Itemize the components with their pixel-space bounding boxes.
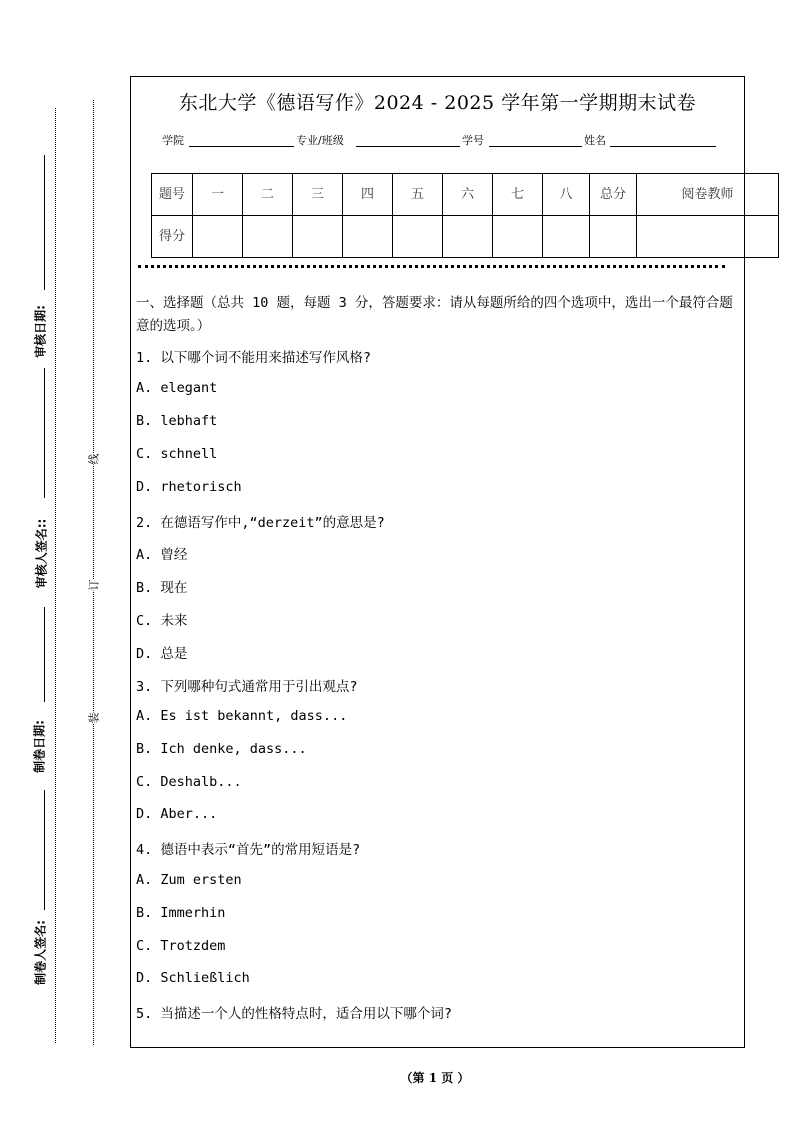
review-date-label: 审核日期: (33, 305, 48, 358)
score-cell[interactable] (343, 216, 393, 258)
dotted-separator (138, 265, 725, 268)
question-1-option-d: D. rhetorisch (136, 479, 242, 495)
question-2-option-b: B. 现在 (136, 580, 188, 596)
question-3-option-a: A. Es ist bekannt, dass... (136, 708, 348, 724)
page-number: （第 1 页 ） (400, 1071, 470, 1085)
score-cell[interactable] (243, 216, 293, 258)
college-label: 学院 (162, 134, 184, 147)
question-2-stem: 2. 在德语写作中,“derzeit”的意思是? (136, 515, 385, 531)
question-4-option-d: D. Schließlich (136, 970, 250, 986)
question-3-stem: 3. 下列哪种句式通常用于引出观点? (136, 679, 358, 695)
question-2-option-c: C. 未来 (136, 613, 188, 629)
score-col-6: 六 (443, 174, 493, 216)
question-4-option-a: A. Zum ersten (136, 872, 242, 888)
question-4-stem: 4. 德语中表示“首先”的常用短语是? (136, 842, 361, 858)
college-field[interactable] (189, 146, 294, 147)
major-field[interactable] (356, 146, 460, 147)
score-col-total: 总分 (590, 174, 637, 216)
score-table-header-label: 题号 (152, 174, 193, 216)
question-2-option-d: D. 总是 (136, 646, 188, 662)
major-label: 专业/班级 (296, 134, 344, 147)
score-col-grader: 阅卷教师 (637, 174, 779, 216)
binding-char-fold: 装 (84, 713, 104, 724)
question-3-option-c: C. Deshalb... (136, 774, 242, 790)
score-col-4: 四 (343, 174, 393, 216)
maker-sign-label: 制卷人签名: (33, 920, 48, 985)
question-4-option-b: B. Immerhin (136, 905, 226, 921)
score-col-1: 一 (193, 174, 243, 216)
score-col-8: 八 (543, 174, 590, 216)
score-table-row-label: 得分 (152, 216, 193, 258)
score-col-7: 七 (493, 174, 543, 216)
page-title: 东北大学《德语写作》2024 - 2025 学年第一学期期末试卷 (178, 92, 697, 114)
score-cell[interactable] (493, 216, 543, 258)
question-1-option-b: B. lebhaft (136, 413, 218, 429)
name-label: 姓名 (584, 134, 606, 147)
question-1-stem: 1. 以下哪个词不能用来描述写作风格? (136, 350, 372, 366)
student-id-label: 学号 (462, 134, 484, 147)
student-id-field[interactable] (489, 146, 582, 147)
binding-char-bind: 订 (84, 580, 104, 591)
score-cell[interactable] (393, 216, 443, 258)
question-2-option-a: A. 曾经 (136, 547, 188, 563)
score-col-5: 五 (393, 174, 443, 216)
binding-dotted-line-outer (55, 108, 56, 1043)
question-3-option-d: D. Aber... (136, 806, 218, 822)
score-cell[interactable] (590, 216, 637, 258)
score-col-2: 二 (243, 174, 293, 216)
maker-sign-line (44, 790, 45, 910)
score-col-3: 三 (293, 174, 343, 216)
binding-dotted-line-inner (93, 100, 94, 1045)
score-cell[interactable] (443, 216, 493, 258)
question-1-option-a: A. elegant (136, 380, 218, 396)
review-date-line (44, 155, 45, 290)
score-cell[interactable] (637, 216, 779, 258)
section-instruction: 一、选择题（总共 10 题，每题 3 分，答题要求：请从每题所给的四个选项中，选出一个最符合题意的选项。） (136, 295, 733, 334)
question-5-stem: 5. 当描述一个人的性格特点时，适合用以下哪个词? (136, 1006, 453, 1022)
score-cell[interactable] (293, 216, 343, 258)
question-1-option-c: C. schnell (136, 446, 218, 462)
name-field[interactable] (610, 146, 716, 147)
reviewer-sign-line (44, 368, 45, 498)
reviewer-sign-label: 审核人签名:: (34, 518, 49, 589)
make-date-label: 制卷日期: (32, 720, 47, 773)
make-date-line (44, 607, 45, 702)
binding-char-line: 线 (84, 454, 104, 465)
question-3-option-b: B. Ich denke, dass... (136, 741, 307, 757)
score-table (151, 173, 779, 258)
question-4-option-c: C. Trotzdem (136, 938, 226, 954)
score-cell[interactable] (193, 216, 243, 258)
score-cell[interactable] (543, 216, 590, 258)
